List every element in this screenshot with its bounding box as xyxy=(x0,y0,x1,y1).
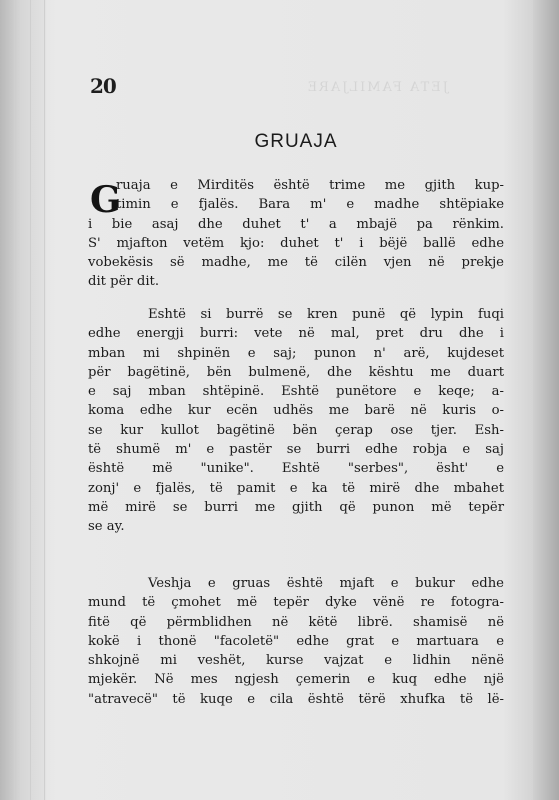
book-gutter-shadow xyxy=(0,0,46,800)
text-line: të shumë m' e pastër se burri edhe robja e saj xyxy=(88,442,504,458)
text-line: se ay. xyxy=(88,519,125,535)
text-line: mjekër. Në mes ngjesh çemerin e kuq edhe një xyxy=(88,672,504,688)
page-number: 20 xyxy=(90,74,116,98)
text-line: e saj mban shtëpinë. Eshtë punëtore e keqe; a- xyxy=(88,384,504,400)
text-line: fitë që përmblidhen në këtë librë. shamisë në xyxy=(88,614,504,630)
text-line: zonj' e fjalës, të pamit e ka të mirë dhe mbahet xyxy=(88,480,504,496)
paragraph-2 xyxy=(88,305,504,537)
text-line: shkojnë mi veshët, kurse vajzat e lidhin nënë xyxy=(88,653,504,669)
chapter-title: GRUAJA xyxy=(254,131,338,152)
text-line: koma edhe kur ecën udhës me barë në kuris o- xyxy=(88,403,504,419)
gutter-line xyxy=(30,0,31,800)
page-content xyxy=(88,0,524,800)
text-line: dit për dit. xyxy=(88,274,160,290)
bleed-through-text: JETA FAMILJARE xyxy=(305,80,448,95)
gutter-line xyxy=(44,0,45,800)
drop-cap: G xyxy=(90,179,121,221)
page-edge-shadow xyxy=(533,0,559,800)
text-line: për bagëtinë, bën bulmenë, dhe kështu me duart xyxy=(88,364,504,380)
gutter-line xyxy=(14,0,15,800)
text-line: S' mjafton vetëm kjo: duhet t' i bëjë ballë edhe xyxy=(88,235,504,251)
text-line: se kur kullot bagëtinë bën çerap ose tjer. Esh- xyxy=(88,422,504,438)
text-line: ruaja e Mirditës është trime me gjith kup- xyxy=(116,178,504,193)
text-line: timin e fjalës. Bara m' e madhe shtëpiake xyxy=(116,197,504,213)
text-line: vobekësis së madhe, me të cilën vjen në prekje xyxy=(88,255,504,271)
paragraph-3 xyxy=(88,574,504,709)
text-line: më mirë se burri me gjith që punon më tepër xyxy=(88,499,504,515)
text-line: i bie asaj dhe duhet t' a mbajë pa rënkim. xyxy=(88,216,504,232)
text-line: kokë i thonë "facoletë" edhe grat e martuara e xyxy=(88,633,504,649)
text-line: është më "unike". Eshtë "serbes", ësht' e xyxy=(88,461,504,477)
text-line: Veshja e gruas është mjaft e bukur edhe xyxy=(148,576,504,591)
text-line: edhe energji burri: vete në mal, pret dru dhe i xyxy=(88,326,504,342)
text-line: mban mi shpinën e saj; punon n' arë, kujdeset xyxy=(88,345,504,361)
text-line: "atravecë" të kuqe e cila është tërë xhufka të lë- xyxy=(88,691,504,707)
text-line: Eshtë si burrë se kren punë që lypin fuqi xyxy=(148,307,504,322)
text-line: mund të çmohet më tepër dyke vënë re fotogra- xyxy=(88,595,504,611)
paragraph-1 xyxy=(88,176,504,292)
